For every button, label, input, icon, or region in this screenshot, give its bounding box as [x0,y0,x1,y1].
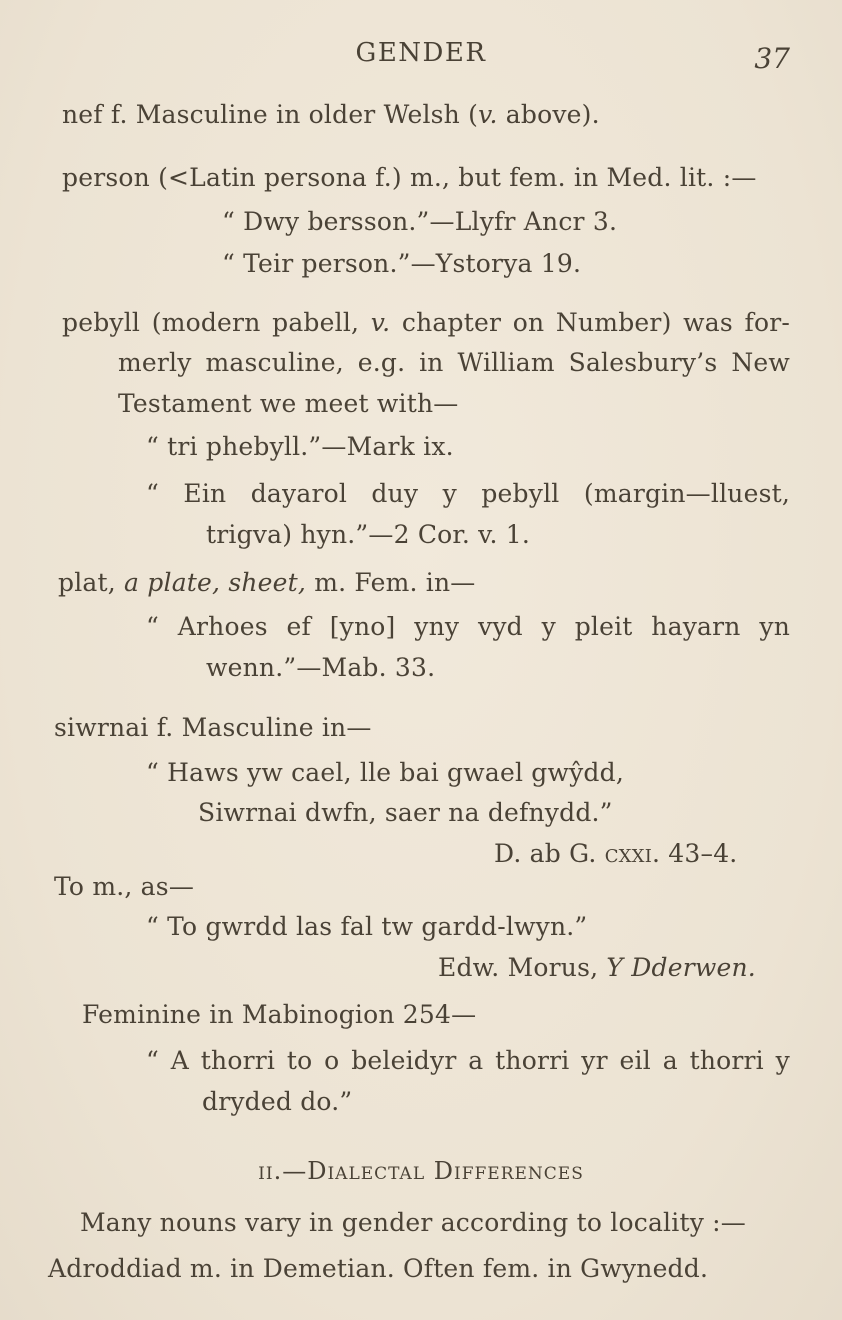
text-line-siwrnai: siwrnai f. Masculine in— [54,713,372,742]
text-line-pebyll: pebyll (modern pabell, v. chapter on Number) was for- [62,308,790,337]
quote-line: “ Teir person.”—Ystorya 19. [222,249,582,278]
quote-line: dryded do.” [202,1087,353,1116]
citation: Edw. Morus, Y Dderwen. [438,953,756,982]
quote-line: “ Arhoes ef [yno] yny vyd y pleit hayarn yn [146,612,790,641]
quote-line: “ A thorri to o beleidyr a thorri yr eil a thorri y [146,1046,790,1075]
running-header-title: GENDER [355,38,487,68]
quote-line: trigva) hyn.”—2 Cor. v. 1. [206,520,531,549]
page-number: 37 [754,42,790,75]
verse-line: Siwrnai dwfn, saer na defnydd.” [198,798,613,827]
quote-line: “ Ein dayarol duy y pebyll (margin—lluest, [146,479,790,508]
section-heading: ii.—Dialectal Differences [258,1157,584,1185]
text-line: Adroddiad m. in Demetian. Often fem. in Gwynedd. [48,1254,709,1283]
text-line-person: person (<Latin persona f.) m., but fem. in Med. lit. :— [62,163,757,192]
text-line: merly masculine, e.g. in William Salesbury’s New [118,348,790,377]
quote-line: “ tri phebyll.”—Mark ix. [146,432,454,461]
text-line-nef: nef f. Masculine in older Welsh (v. above). [62,100,600,129]
verse-line: “ Haws yw cael, lle bai gwael gwŷdd, [146,758,624,787]
quote-line: wenn.”—Mab. 33. [206,653,436,682]
text-line: Testament we meet with— [118,389,459,418]
text-line-feminine: Feminine in Mabinogion 254— [82,1000,477,1029]
text-line-plat: plat, a plate, sheet, m. Fem. in— [58,568,476,597]
text-line-to: To m., as— [54,872,195,901]
quote-line: “ Dwy bersson.”—Llyfr Ancr 3. [222,207,618,236]
text-line: Many nouns vary in gender according to locality :— [80,1208,746,1237]
citation: D. ab G. cxxi. 43–4. [494,839,738,868]
verse-line: “ To gwrdd las fal tw gardd-lwyn.” [146,912,588,941]
